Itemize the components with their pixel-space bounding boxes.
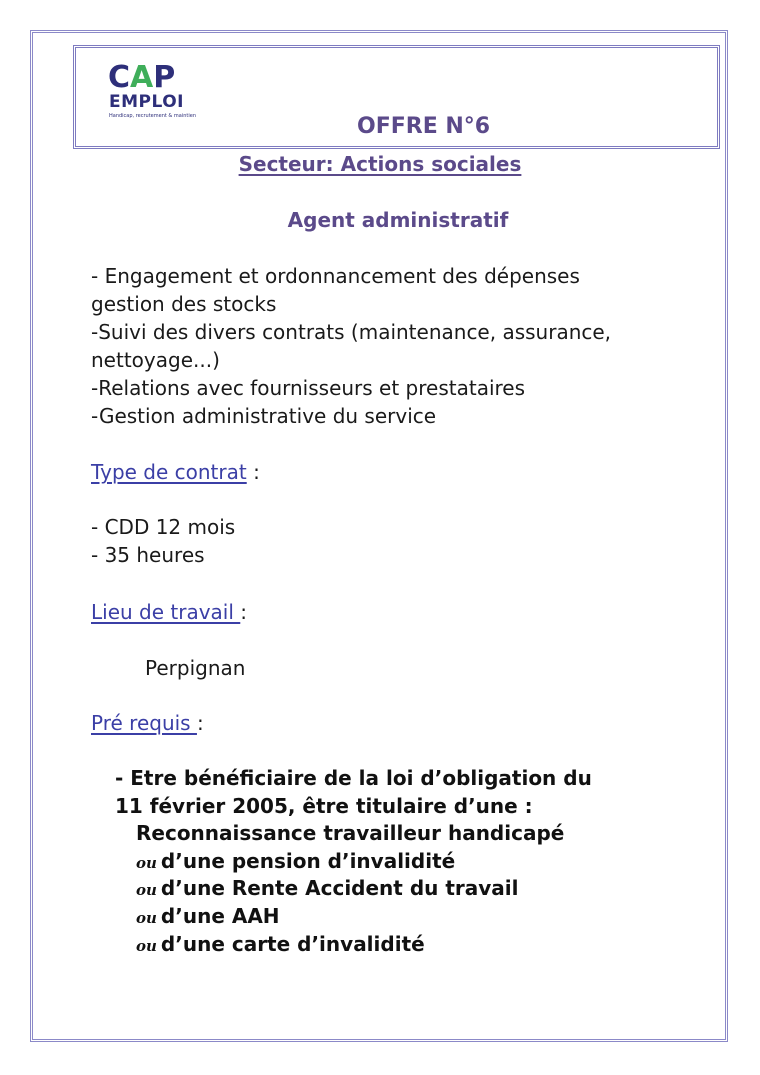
prerequisite-alternative: ou d’une AAH xyxy=(136,903,280,928)
contract-type-label: Type de contrat xyxy=(91,460,247,484)
contract-type-heading: Type de contrat : xyxy=(91,460,260,484)
duty-line: nettoyage...) xyxy=(91,348,220,372)
sector-text: Secteur: Actions sociales xyxy=(238,152,522,176)
duty-line: -Gestion administrative du service xyxy=(91,404,437,428)
duty-line: -Relations avec fournisseurs et prestataires xyxy=(91,376,526,400)
workplace-label: Lieu de travail xyxy=(91,600,241,624)
duties-list xyxy=(91,262,611,430)
logo-emploi-text: EMPLOI xyxy=(109,92,184,112)
prerequisites-label: Pré requis xyxy=(91,711,197,735)
duty-line: - Engagement et ordonnancement des dépenses xyxy=(91,264,580,288)
workplace-heading: Lieu de travail : xyxy=(91,600,248,624)
prerequisite-line: Reconnaissance travailleur handicapé xyxy=(136,821,565,846)
duty-line: -Suivi des divers contrats (maintenance, assurance, xyxy=(91,320,612,344)
cap-emploi-logo xyxy=(108,62,198,122)
offer-title: OFFRE N°6 xyxy=(357,114,491,139)
job-title: Agent administratif xyxy=(287,208,509,232)
sector-heading xyxy=(0,151,760,177)
prerequisite-alternative: ou d’une Rente Accident du travail xyxy=(136,876,519,901)
prerequisite-alternative: ou d’une carte d’invalidité xyxy=(136,931,425,956)
prerequisites-heading: Pré requis : xyxy=(91,711,204,735)
prerequisite-alternative: ou d’une pension d’invalidité xyxy=(136,848,456,873)
prerequisite-line: 11 février 2005, être titulaire d’une : xyxy=(115,793,533,818)
contract-details xyxy=(91,513,235,569)
prerequisites-block xyxy=(115,765,592,958)
duty-line: gestion des stocks xyxy=(91,292,277,316)
logo-tagline: Handicap, recrutement & maintien xyxy=(109,113,196,119)
prerequisite-line: - Etre bénéficiaire de la loi d’obligation du xyxy=(115,766,592,790)
workplace-value: Perpignan xyxy=(145,656,246,680)
contract-item: - 35 heures xyxy=(91,543,205,567)
logo-cap-text: CAP xyxy=(108,60,176,95)
contract-item: - CDD 12 mois xyxy=(91,515,236,539)
